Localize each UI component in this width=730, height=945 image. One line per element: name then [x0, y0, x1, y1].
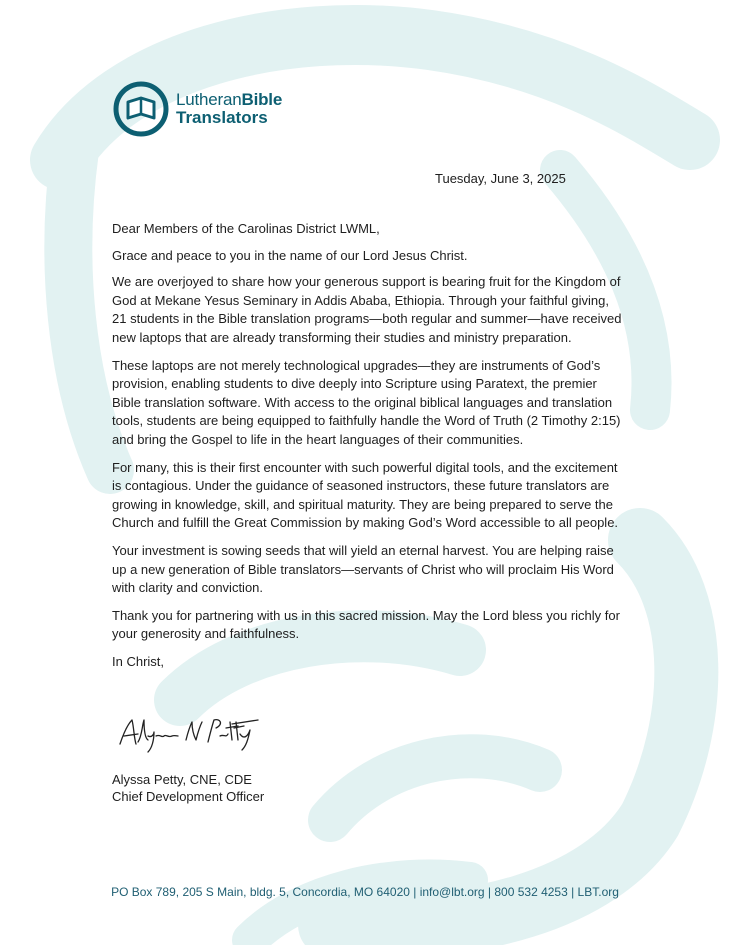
closing: In Christ, [112, 653, 165, 669]
paragraph: Thank you for partnering with us in this sacred mission. May the Lord bless you richly for your generosity and faithfulness. [112, 607, 620, 642]
paragraph: We are overjoyed to share how your generous support is bearing fruit for the Kingdom of God at Mekane Yesus Seminary in Addis Ababa, Ethiopia. Through your faithful giving, 21 students in the Bible translation programs—both regular and summer—have received new laptops that are already transforming their studies and ministry preparation. [112, 274, 622, 345]
signer-name: Alyssa Petty, CNE, CDE [112, 772, 252, 787]
logo-wordmark-line-2: Translators [176, 108, 268, 127]
handwritten-signature [112, 706, 262, 756]
paragraph: Your investment is sowing seeds that will yield an eternal harvest. You are helping raise up a new generation of Bible translators—servants of Christ who will proclaim His Word with clarity and conviction. [112, 542, 614, 596]
signer-title: Chief Development Officer [112, 789, 265, 804]
logo-wordmark-line-1 [176, 90, 282, 110]
paragraph: For many, this is their first encounter with such powerful digital tools, and the excitement is contagious. Under the guidance of seasoned instructors, these future translators are growing in knowledge, skill, and spiritual maturity. They are being prepared to serve the Church and fulfill the Great Commission by making God’s Word accessible to all people. [112, 459, 619, 531]
paragraph: These laptops are not merely technological upgrades—they are instruments of God’s provision, enabling students to dive deeply into Scripture using Paratext, the premier Bible translation software. With access to the original biblical languages and translation tools, students are being equipped to faithfully handle the Word of Truth (2 Timothy 2:15) and bring the Gospel to life in the heart languages of their communities. [112, 357, 621, 447]
logo-word-lutheran: Lutheran [176, 90, 242, 109]
greeting: Grace and peace to you in the name of our Lord Jesus Christ. [112, 247, 468, 263]
letter-date: Tuesday, June 3, 2025 [435, 171, 566, 186]
letter-body [112, 220, 622, 680]
footer-contact: PO Box 789, 205 S Main, bldg. 5, Concordia, MO 64020 | info@lbt.org | 800 532 4253 | LBT.org [111, 885, 619, 899]
salutation: Dear Members of the Carolinas District LWML, [112, 221, 380, 236]
signer-block [112, 771, 264, 805]
logo-word-bible: Bible [241, 90, 283, 109]
